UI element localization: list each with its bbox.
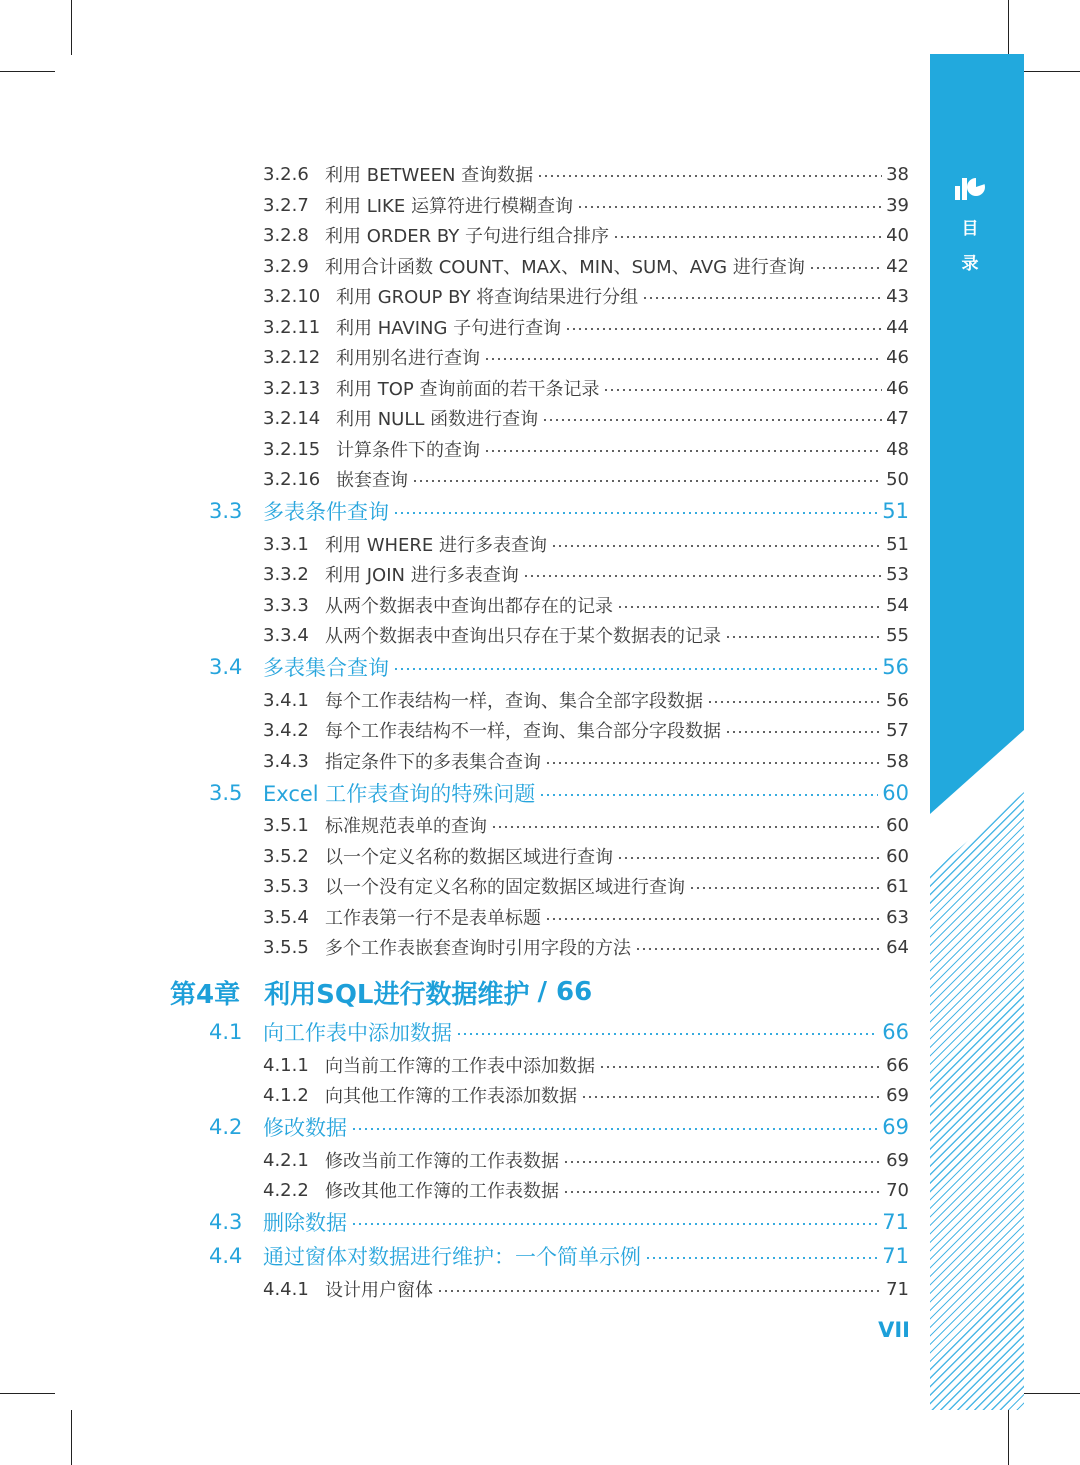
toc-page-number: 64	[886, 936, 909, 958]
toc-number: 3.5.2	[263, 845, 309, 867]
toc-number: 4.2.2	[263, 1179, 309, 1201]
toc-page-number: 46	[886, 377, 909, 399]
toc-title: 修改当前工作簿的工作表数据	[325, 1151, 559, 1172]
toc-number: 3.3.3	[263, 594, 309, 616]
toc-page-number: 43	[886, 285, 909, 307]
crop-mark	[71, 1410, 72, 1465]
pie-chart-icon	[954, 172, 986, 202]
toc-page-number: 66	[882, 1020, 909, 1044]
toc-title: 设计用户窗体	[325, 1280, 433, 1301]
toc-title: 删除数据	[263, 1211, 347, 1235]
toc-subsection	[263, 192, 909, 218]
toc-title: 利用别名进行查询	[336, 348, 480, 369]
toc-leader-dots	[635, 948, 882, 950]
toc-leader-dots	[707, 701, 882, 703]
toc-section	[209, 1209, 909, 1235]
toc-title: 多表集合查询	[263, 656, 389, 680]
toc-title: 利用SQL进行数据维护	[264, 979, 530, 1010]
toc-leader-dots	[725, 731, 882, 733]
toc-page-number: 60	[886, 845, 909, 867]
toc-number: 3.5	[209, 781, 243, 805]
crop-mark	[0, 71, 55, 72]
toc-leader-dots	[581, 1096, 882, 1098]
toc-number: 3.2.14	[263, 407, 321, 429]
toc-leader-dots	[437, 1290, 882, 1292]
toc-leader-dots	[645, 1257, 878, 1259]
toc-title: 以一个定义名称的数据区域进行查询	[325, 847, 613, 868]
toc-leader-dots	[484, 450, 882, 452]
toc-number: 4.4	[209, 1244, 243, 1268]
toc-subsection	[263, 375, 909, 401]
toc-number: 3.2.16	[263, 468, 321, 490]
toc-number: 3.4.2	[263, 719, 309, 741]
toc-number: 4.3	[209, 1210, 243, 1234]
toc-chapter	[170, 977, 593, 1010]
toc-section	[209, 498, 909, 524]
toc-number: 3.3.2	[263, 563, 309, 585]
toc-leader-dots	[412, 480, 882, 482]
toc-page-number: 71	[882, 1244, 909, 1268]
toc-title: 多个工作表嵌套查询时引用字段的方法	[325, 938, 631, 959]
toc-section	[209, 1114, 909, 1140]
toc-title: 修改数据	[263, 1116, 347, 1140]
hatch-decoration	[930, 792, 1024, 1410]
toc-number: 4.2	[209, 1115, 243, 1139]
toc-title: 通过窗体对数据进行维护：一个简单示例	[263, 1245, 641, 1269]
toc-leader-dots	[545, 918, 882, 920]
toc-page-number: 69	[882, 1115, 909, 1139]
toc-leader-dots	[351, 1223, 878, 1225]
toc-title: 利用 JOIN 进行多表查询	[325, 565, 519, 586]
toc-number: 3.2.6	[263, 163, 309, 185]
toc-number: 3.2.13	[263, 377, 321, 399]
toc-leader-dots	[484, 358, 882, 360]
toc-page-number: 69	[886, 1149, 909, 1171]
toc-leader-dots	[565, 328, 882, 330]
toc-subsection	[263, 1147, 909, 1173]
toc-number: 3.2.11	[263, 316, 321, 338]
toc-page-number: / 66	[537, 977, 593, 1007]
toc-page-number: 44	[886, 316, 909, 338]
toc-leader-dots	[603, 389, 882, 391]
toc-leader-dots	[617, 857, 882, 859]
toc-page-number: 61	[886, 875, 909, 897]
toc-number: 4.1	[209, 1020, 243, 1044]
toc-leader-dots	[563, 1191, 882, 1193]
toc-section	[209, 654, 909, 680]
toc-page-number: 39	[886, 194, 909, 216]
toc-page-number: 38	[886, 163, 909, 185]
toc-title: 利用合计函数 COUNT、MAX、MIN、SUM、AVG 进行查询	[325, 257, 805, 278]
toc-title: 利用 NULL 函数进行查询	[336, 409, 539, 430]
toc-page-number: 71	[886, 1278, 909, 1300]
toc-subsection	[263, 344, 909, 370]
toc-number: 3.2.8	[263, 224, 309, 246]
contents-label-char-1: 目	[961, 219, 979, 239]
toc-title: 指定条件下的多表集合查询	[325, 752, 541, 773]
toc-number: 3.4.1	[263, 689, 309, 711]
toc-leader-dots	[725, 636, 882, 638]
toc-number: 3.2.7	[263, 194, 309, 216]
toc-number: 3.2.10	[263, 285, 321, 307]
toc-title: 每个工作表结构一样，查询、集合全部字段数据	[325, 691, 703, 712]
toc-page-number: 42	[886, 255, 909, 277]
toc-leader-dots	[393, 668, 878, 670]
toc-number: 3.3.4	[263, 624, 309, 646]
toc-subsection	[263, 405, 909, 431]
toc-page-number: 50	[886, 468, 909, 490]
toc-subsection	[263, 1177, 909, 1203]
toc-subsection	[263, 531, 909, 557]
toc-number: 3.2.15	[263, 438, 321, 460]
toc-subsection	[263, 592, 909, 618]
toc-number: 3.5.5	[263, 936, 309, 958]
toc-page-number: 57	[886, 719, 909, 741]
crop-mark	[1008, 1410, 1009, 1465]
toc-title: 嵌套查询	[336, 470, 408, 491]
toc-leader-dots	[456, 1033, 878, 1035]
toc-subsection	[263, 934, 909, 960]
toc-page-number: 47	[886, 407, 909, 429]
toc-page-number: 48	[886, 438, 909, 460]
toc-page-number: 51	[882, 499, 909, 523]
toc-subsection	[263, 314, 909, 340]
toc-section	[209, 780, 909, 806]
toc-title: 向其他工作簿的工作表添加数据	[325, 1086, 577, 1107]
toc-number: 3.3.1	[263, 533, 309, 555]
toc-title: 利用 WHERE 进行多表查询	[325, 535, 548, 556]
toc-subsection	[263, 283, 909, 309]
toc-number: 3.5.4	[263, 906, 309, 928]
toc-title: 利用 BETWEEN 查询数据	[325, 165, 534, 186]
toc-title: 标准规范表单的查询	[325, 816, 487, 837]
toc-number: 3.5.3	[263, 875, 309, 897]
toc-section	[209, 1243, 909, 1269]
toc-number: 3.4.3	[263, 750, 309, 772]
toc-leader-dots	[599, 1066, 882, 1068]
toc-leader-dots	[563, 1161, 882, 1163]
toc-page-number: 63	[886, 906, 909, 928]
toc-number: 3.3	[209, 499, 243, 523]
toc-subsection	[263, 253, 909, 279]
toc-subsection	[263, 843, 909, 869]
toc-subsection	[263, 466, 909, 492]
toc-subsection	[263, 904, 909, 930]
toc-leader-dots	[542, 419, 882, 421]
toc-title: 利用 TOP 查询前面的若干条记录	[336, 379, 600, 400]
toc-title: 从两个数据表中查询出都存在的记录	[325, 596, 613, 617]
toc-leader-dots	[689, 887, 882, 889]
toc-title: 工作表第一行不是表单标题	[325, 908, 541, 929]
toc-page-number: 60	[886, 814, 909, 836]
toc-number: 第4章	[170, 979, 241, 1010]
toc-title: 计算条件下的查询	[336, 440, 480, 461]
crop-mark	[1024, 1393, 1080, 1394]
toc-page-number: 51	[886, 533, 909, 555]
toc-page-number: 55	[886, 624, 909, 646]
contents-label	[956, 212, 984, 282]
toc-leader-dots	[537, 175, 882, 177]
toc-title: 利用 GROUP BY 将查询结果进行分组	[336, 287, 639, 308]
toc-leader-dots	[577, 206, 882, 208]
toc-leader-dots	[393, 512, 878, 514]
toc-subsection	[263, 561, 909, 587]
toc-page-number: 70	[886, 1179, 909, 1201]
toc-number: 3.5.1	[263, 814, 309, 836]
toc-title: 利用 HAVING 子句进行查询	[336, 318, 562, 339]
contents-label-char-2: 录	[961, 254, 979, 274]
toc-number: 4.4.1	[263, 1278, 309, 1300]
toc-leader-dots	[523, 575, 882, 577]
toc-subsection	[263, 222, 909, 248]
toc-page-number: 66	[886, 1054, 909, 1076]
toc-title: Excel 工作表查询的特殊问题	[263, 782, 536, 806]
toc-leader-dots	[617, 606, 882, 608]
toc-leader-dots	[539, 794, 878, 796]
toc-page-number: 56	[882, 655, 909, 679]
toc-page-number: 46	[886, 346, 909, 368]
toc-title: 从两个数据表中查询出只存在于某个数据表的记录	[325, 626, 721, 647]
toc-subsection	[263, 717, 909, 743]
toc-subsection	[263, 622, 909, 648]
toc-page-number: 54	[886, 594, 909, 616]
toc-leader-dots	[642, 297, 882, 299]
toc-title: 多表条件查询	[263, 500, 389, 524]
toc-title: 以一个没有定义名称的固定数据区域进行查询	[325, 877, 685, 898]
toc-page-number: 53	[886, 563, 909, 585]
toc-page-number: 56	[886, 689, 909, 711]
toc-page-number: 40	[886, 224, 909, 246]
toc-page-number: 69	[886, 1084, 909, 1106]
toc-subsection	[263, 687, 909, 713]
toc-subsection	[263, 873, 909, 899]
toc-number: 4.2.1	[263, 1149, 309, 1171]
page-number: VII	[878, 1318, 910, 1342]
crop-mark	[1008, 0, 1009, 55]
toc-leader-dots	[491, 826, 882, 828]
toc-title: 修改其他工作簿的工作表数据	[325, 1181, 559, 1202]
toc-subsection	[263, 1276, 909, 1302]
crop-mark	[0, 1393, 55, 1394]
contents-side-tab	[930, 54, 1024, 814]
toc-number: 3.2.12	[263, 346, 321, 368]
toc-leader-dots	[545, 762, 882, 764]
toc-number: 4.1.1	[263, 1054, 309, 1076]
toc-page-number: 60	[882, 781, 909, 805]
toc-title: 利用 ORDER BY 子句进行组合排序	[325, 226, 609, 247]
toc-title: 向工作表中添加数据	[263, 1021, 452, 1045]
toc-leader-dots	[351, 1128, 878, 1130]
crop-mark	[1024, 71, 1080, 72]
toc-subsection	[263, 1082, 909, 1108]
toc-leader-dots	[809, 267, 882, 269]
toc-subsection	[263, 161, 909, 187]
toc-subsection	[263, 748, 909, 774]
toc-page-number: 58	[886, 750, 909, 772]
toc-title: 每个工作表结构不一样，查询、集合部分字段数据	[325, 721, 721, 742]
toc-subsection	[263, 436, 909, 462]
crop-mark	[71, 0, 72, 55]
toc-section	[209, 1019, 909, 1045]
toc-subsection	[263, 1052, 909, 1078]
toc-page-number: 71	[882, 1210, 909, 1234]
toc-number: 3.4	[209, 655, 243, 679]
toc-number: 3.2.9	[263, 255, 309, 277]
toc-title: 向当前工作簿的工作表中添加数据	[325, 1056, 595, 1077]
toc-leader-dots	[551, 545, 882, 547]
toc-leader-dots	[613, 236, 882, 238]
toc-subsection	[263, 812, 909, 838]
toc-title: 利用 LIKE 运算符进行模糊查询	[325, 196, 573, 217]
toc-number: 4.1.2	[263, 1084, 309, 1106]
